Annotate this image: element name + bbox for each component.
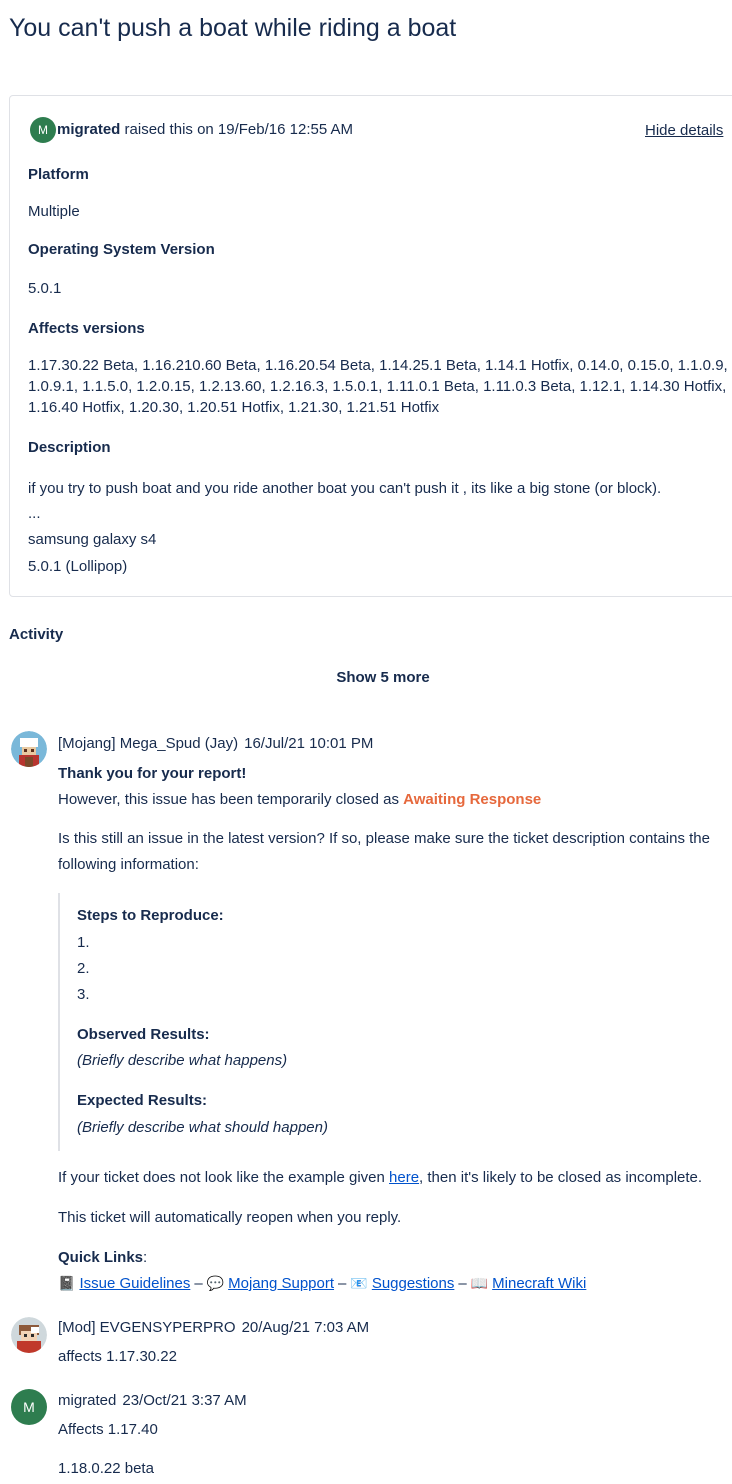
pixel-avatar-icon [11, 731, 47, 767]
comment-author[interactable]: [Mojang] Mega_Spud (Jay) [58, 735, 239, 752]
separator: – [458, 1275, 467, 1292]
comment-date[interactable]: 20/Aug/21 7:03 AM [241, 1319, 370, 1336]
migrated-avatar[interactable] [11, 1389, 47, 1425]
raised-text: raised this on 19/Feb/16 12:55 AM [124, 121, 354, 138]
comment-header [58, 1319, 369, 1336]
step-item: 3. [77, 986, 90, 1003]
observed-hint: (Briefly describe what happens) [77, 1052, 288, 1069]
issue-details-card [9, 95, 732, 597]
notebook-icon: 📓 [58, 1275, 76, 1291]
raised-line [57, 121, 353, 138]
os-version-value: 5.0.1 [28, 280, 62, 297]
activity-heading: Activity [9, 626, 64, 643]
mojang-support-link[interactable]: Mojang Support [228, 1275, 335, 1292]
mega-spud-avatar[interactable] [11, 731, 47, 767]
breadcrumb [10, 0, 250, 6]
avatar-initial: M [38, 123, 48, 137]
avatar-initial: M [23, 1399, 35, 1415]
template-quote-bar [58, 893, 60, 1151]
os-version-label: Operating System Version [28, 241, 215, 258]
affects-versions-value: 1.17.30.22 Beta, 1.16.210.60 Beta, 1.16.20.54 Beta, 1.14.25.1 Beta, 1.14.1 Hotfix, 0.14.0, 0.15.0, 1.1.0.9, 1.0.9.1, 1.1.5.0, 1.2.0.15, 1.2.13.60, 1.2.16.3, 1.5.0.1, 1.11.0.1 Beta, 1.11.0.3 Beta, 1.12.1, 1.14.30 Hotfix, 1.16.40 Hotfix, 1.20.30, 1.20.51 Hotfix, 1.21.30, 1.21.51 Hotfix [28, 357, 728, 416]
show-more-button[interactable]: Show 5 more [336, 669, 430, 686]
suggestions-link[interactable]: Suggestions [371, 1275, 455, 1292]
quick-links-label: Quick Links [58, 1249, 144, 1266]
book-icon: 📖 [470, 1275, 489, 1291]
example-suffix: , then it's likely to be closed as incomplete. [419, 1169, 703, 1186]
step-item: 1. [77, 934, 90, 951]
comment-closed-line [58, 791, 541, 808]
comment-body: affects 1.17.30.22 [58, 1348, 177, 1365]
comment-date[interactable]: 16/Jul/21 10:01 PM [244, 735, 374, 752]
expected-label: Expected Results: [77, 1092, 208, 1109]
issue-guidelines-link[interactable]: Issue Guidelines [79, 1275, 191, 1292]
description-label: Description [28, 439, 111, 456]
separator: – [194, 1275, 203, 1292]
comment-author[interactable]: migrated [58, 1392, 117, 1409]
description-line: samsung galaxy s4 [28, 531, 157, 548]
awaiting-response-status: Awaiting Response [403, 791, 542, 808]
comment-question: Is this still an issue in the latest version? If so, please make sure the ticket description contains the following information: [58, 830, 710, 873]
steps-label: Steps to Reproduce: [77, 907, 224, 924]
reporter-name[interactable]: migrated [57, 121, 121, 138]
platform-label: Platform [28, 166, 89, 183]
expected-hint: (Briefly describe what should happen) [77, 1119, 328, 1136]
platform-value: Multiple [28, 203, 80, 220]
affects-versions-label: Affects versions [28, 320, 145, 337]
comment-author[interactable]: [Mod] EVGENSYPERPRO [58, 1319, 236, 1336]
thanks-text: Thank you for your report! [58, 765, 247, 782]
example-line [58, 1169, 702, 1186]
minecraft-wiki-link[interactable]: Minecraft Wiki [492, 1275, 587, 1292]
description-line: ... [28, 505, 41, 522]
pixel-avatar-icon [11, 1317, 47, 1353]
hide-details-link[interactable]: Hide details [645, 122, 724, 139]
email-icon: 📧 [350, 1275, 368, 1291]
closed-prefix: However, this issue has been temporarily closed as [58, 791, 404, 808]
comment-date[interactable]: 23/Oct/21 3:37 AM [122, 1392, 247, 1409]
evgensyperpro-avatar[interactable] [11, 1317, 47, 1353]
comment-header [58, 1392, 247, 1409]
reopen-note: This ticket will automatically reopen when you reply. [58, 1209, 402, 1226]
speech-bubble-icon: 💬 [206, 1275, 225, 1291]
comment-body: Affects 1.17.40 [58, 1421, 158, 1438]
example-here-link[interactable]: here [389, 1169, 420, 1186]
quick-links-heading [58, 1249, 147, 1266]
description-line: if you try to push boat and you ride another boat you can't push it , its like a big stone (or block). [28, 480, 662, 497]
example-prefix: If your ticket does not look like the example given [58, 1169, 390, 1186]
step-item: 2. [77, 960, 90, 977]
quick-links-row [58, 1275, 586, 1292]
comment-thanks [58, 765, 246, 782]
separator: – [338, 1275, 347, 1292]
description-line: 5.0.1 (Lollipop) [28, 558, 128, 575]
comment-header [58, 735, 373, 752]
comment-body: 1.18.0.22 beta [58, 1460, 154, 1477]
reporter-avatar[interactable] [30, 117, 56, 143]
issue-title: You can't push a boat while riding a boat [9, 14, 457, 42]
observed-label: Observed Results: [77, 1026, 210, 1043]
quick-links-colon: : [143, 1249, 148, 1266]
